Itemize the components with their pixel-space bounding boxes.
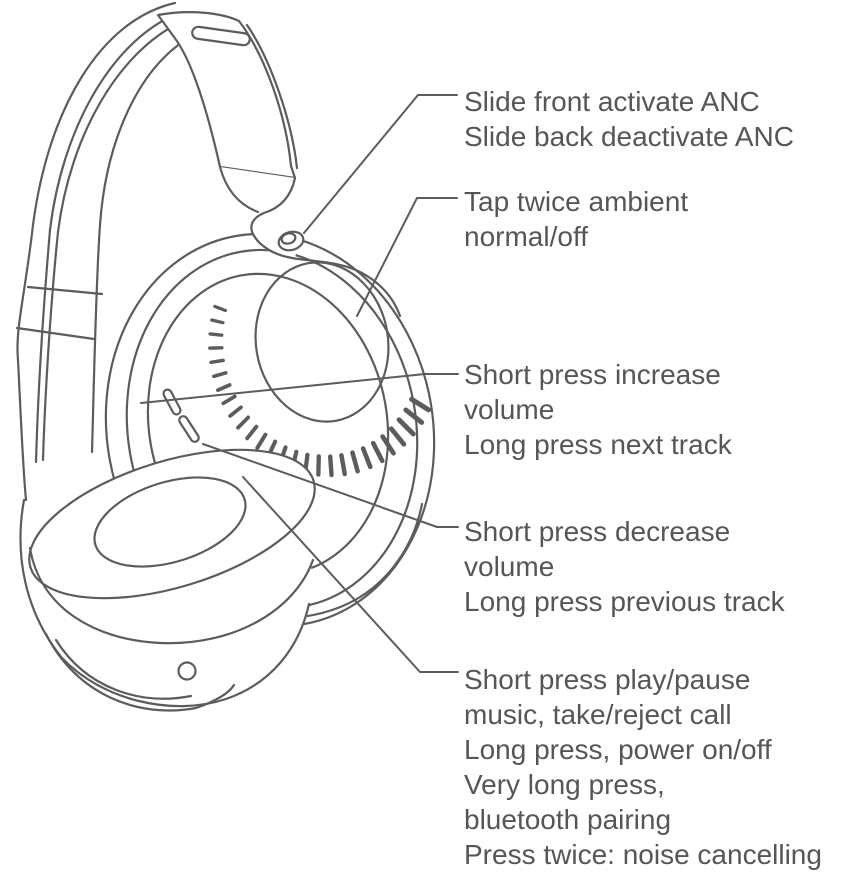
annotation-line: Short press increase [464,359,721,390]
leader-anc-switch [304,95,457,233]
annotation-anc-switch [464,84,848,154]
annotation-line: music, take/reject call [464,699,732,730]
annotation-touch-panel [464,184,848,254]
annotation-line: Short press play/pause [464,664,751,695]
annotation-line: volume [464,394,555,425]
annotation-line: Tap twice ambient [464,186,689,217]
annotation-line: Long press, power on/off [464,734,772,765]
annotation-line: Very long press, [464,769,665,800]
annotation-multifunction [464,662,848,872]
annotation-line: volume [464,551,555,582]
annotation-volume-up [464,357,848,462]
annotation-line: Long press previous track [464,586,785,617]
annotation-line: normal/off [464,221,588,252]
headband-slider [158,12,297,178]
annotation-line: Slide front activate ANC [464,86,760,117]
mic-hole [179,663,196,680]
annotation-line: bluetooth pairing [464,804,672,835]
annotation-line: Short press decrease [464,516,731,547]
annotation-line: Press twice: noise cancelling [464,839,822,870]
annotation-line: Long press next track [464,429,732,460]
annotation-volume-down [464,514,848,619]
annotation-line: Slide back deactivate ANC [464,121,794,152]
